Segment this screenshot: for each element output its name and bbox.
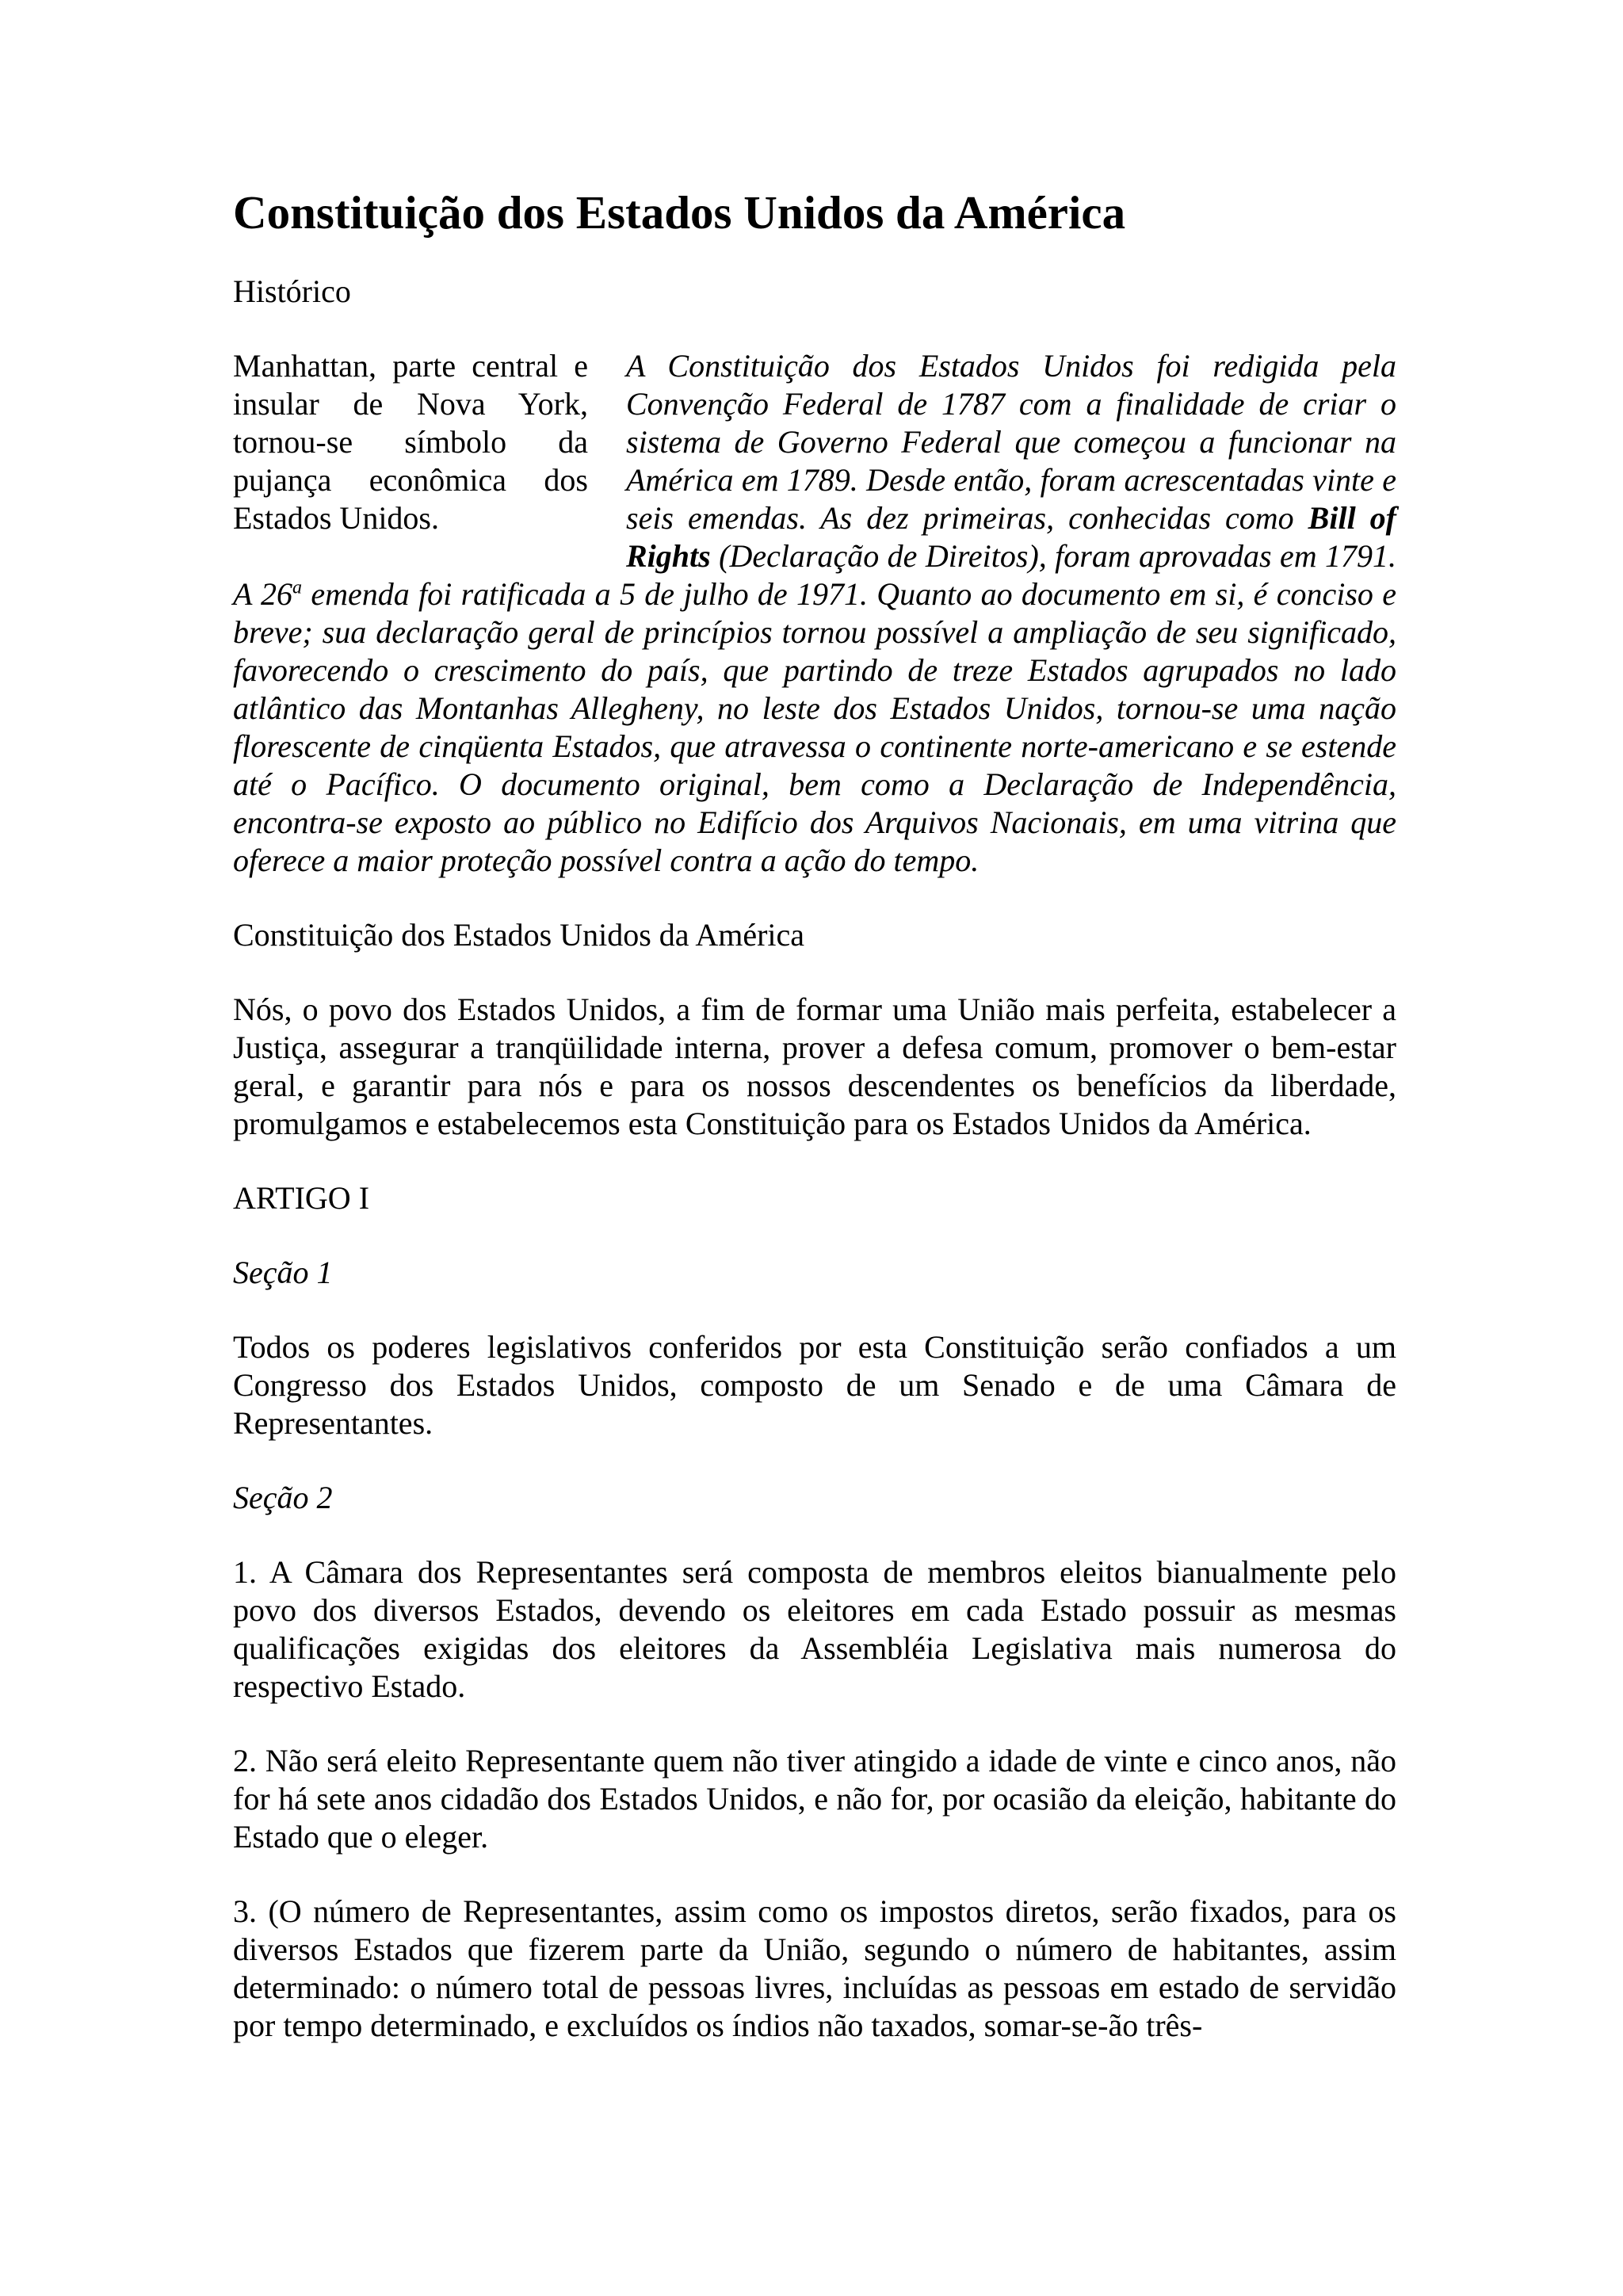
constitution-subtitle: Constituição dos Estados Unidos da América	[233, 917, 805, 953]
document-page	[233, 184, 1396, 2045]
section2-item: 1. A Câmara dos Representantes será composta de membros eleitos bianualmente pelo povo dos diversos Estados, devendo os eleitores em cada Estado possuir as mesmas qualificações exigidas dos eleitores da Assembléia Legislativa mais numerosa do respectivo Estado.	[233, 1554, 1396, 1704]
intro-text-part1: A Constituição dos Estados Unidos foi redigida pela Convenção Federal de 1787 com a finalidade de criar o sistema de Governo Federal que começou a funcionar na América em 1789. Desde então, foram acrescentadas vinte e seis emendas. As dez primeiras, conhecidas como	[626, 348, 1396, 536]
section2-item: 3. (O número de Representantes, assim como os impostos diretos, serão fixados, para os diversos Estados que fizerem parte da União, segundo o número de habitantes, assim determinado: o número total de pessoas livres, incluídas as pessoas em estado de servidão por tempo determinado, e excluídos os índios não taxados, somar-se-ão três-	[233, 1893, 1396, 2043]
document-title: Constituição dos Estados Unidos da América	[233, 186, 1126, 239]
preamble-paragraph: Nós, o povo dos Estados Unidos, a fim de formar uma União mais perfeita, estabelecer a Justiça, assegurar a tranqüilidade interna, prover a defesa comum, promover o bem-estar geral, e garantir para nós e para os nossos descendentes os benefícios da liberdade, promulgamos e estabelecemos esta Constituição para os Estados Unidos da América.	[233, 991, 1396, 1141]
intro-block	[233, 347, 1396, 880]
intro-text-part3: emenda foi ratificada a 5 de julho de 1971. Quanto ao documento em si, é conciso e breve; sua declaração geral de princípios tornou possível a ampliação de seu significado, favorecendo o crescimento do país, que partindo de treze Estados agrupados no lado atlântico das Montanhas Allegheny, no leste dos Estados Unidos, tornou-se uma nação florescente de cinqüenta Estados, que atravessa o continente norte-americano e se estende até o Pacífico. O documento original, bem como a Declaração de Independência, encontra-se exposto ao público no Edifício dos Arquivos Nacionais, em uma vitrina que oferece a maior proteção possível contra a ação do tempo.	[233, 576, 1396, 878]
ordinal-indicator: a	[292, 577, 303, 598]
section2-item: 2. Não será eleito Representante quem não tiver atingido a idade de vinte e cinco anos, não for há sete anos cidadão dos Estados Unidos, e não for, por ocasião da eleição, habitante do Estado que o eleger.	[233, 1743, 1396, 1855]
intro-text-part2: (Declaração de Direitos), foram aprovadas em 1791. A 26	[233, 538, 1396, 612]
section1-heading: Seção 1	[233, 1255, 333, 1290]
article-heading: ARTIGO I	[233, 1180, 370, 1216]
section1-paragraph: Todos os poderes legislativos conferidos por esta Constituição serão confiados a um Congresso dos Estados Unidos, composto de um Senado e de uma Câmara de Representantes.	[233, 1329, 1396, 1441]
historico-label: Histórico	[233, 273, 351, 309]
bill-of-rights-term: Bill of Rights	[626, 500, 1396, 574]
section2-heading: Seção 2	[233, 1480, 333, 1515]
sidebar-caption: Manhattan, parte central e insular de Nova York, tornou-se símbolo da pujança econômica dos Estados Unidos.	[233, 348, 588, 536]
